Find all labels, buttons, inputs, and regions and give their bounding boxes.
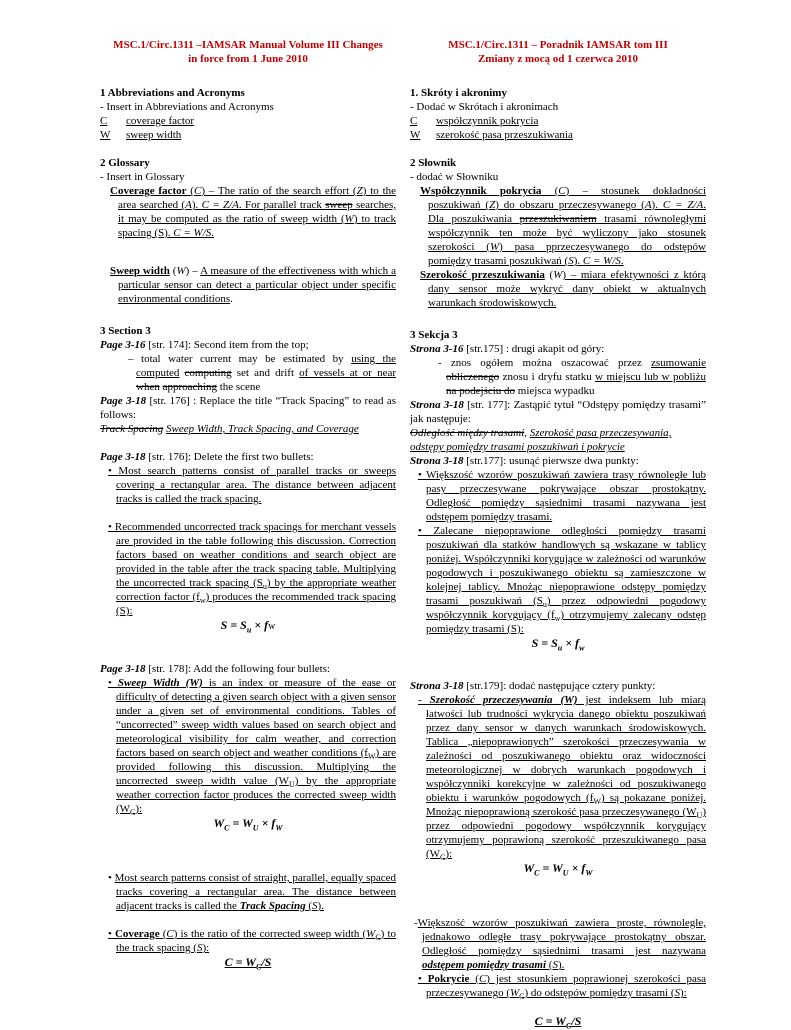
right-formula-sweep-width: $W_C = W_U \times f_W$ (523, 861, 593, 878)
left-bullet-sweep-width: • Sweep Width (W) is an index or measure of the ease or difficulty of detecting a given search object with a given sensor under a given set of environmental conditions. Tables of “uncorrected” sweep width values based on search object and meteorological visibility for calm weather, and correction factors based on search object and weather conditions $(f_W)$ are provided following this discussion. Multiplying the uncorrected sweep width value $(W_U)$ by the appropriate weather correction factor produces the corrected sweep width $(W_C)$: (108, 677, 397, 818)
right-page-3-18-title-note: Strona 3-18 [str. 177]: Zastąpić tytuł “Odstępy pomiędzy trasami” jak następuje: (410, 399, 706, 425)
left-deleted-bullet-1: • Most search patterns consist of parallel tracks or sweeps covering a rectangular area. The distance between adjacent tracks is called the track spacing. (108, 465, 396, 505)
right-page-3-18-add-note: Strona 3-18 [str.179]: dodać następujące cztery punkty: (410, 680, 656, 692)
right-section-3-heading: 3 Sekcja 3 (410, 329, 458, 341)
left-glossary-coverage-factor: Coverage factor (C) – The ratio of the search effort (Z) to the area searched (A). C = Z/A. For parallel track sweep searches, it may be computed as the ratio of sweep width (W) to track spacing (S). C = W/S. (110, 185, 397, 239)
left-page-3-18-new-title: Track Spacing Sweep Width, Track Spacing, and Coverage (100, 423, 359, 435)
left-bullet-coverage: • Coverage (C) is the ratio of the corrected sweep width $(W_C)$ to the track spacing (S): (108, 928, 396, 954)
right-glossary-sweep-width: Szerokość przeszukiwania (W) – miara efektywności z którą dany sensor może wykryć dany obiekt w aktualnych warunkach środowiskowych. (420, 269, 706, 309)
right-section-1-instruction: - Dodać w Skrótach i akronimach (410, 101, 559, 113)
right-abbr-row: W szerokość pasa przeszukiwania (410, 129, 573, 141)
right-bullet-coverage: • Pokrycie (C) jest stosunkiem poprawionej szerokości pasa przeczesywanego $(W_C)$ do odstępów pomiędzy trasami (S): (418, 973, 706, 1002)
right-deleted-bullet-1: • Większość wzorów poszukiwań zawiera trasy równoległe lub pasy przeczesywane pokrywające obszar prostokątny. Odległość pomiędzy sąsiednimi trasami nazywana jest odstępem pomiędzy trasami. (418, 469, 706, 523)
right-page-3-16-item: - znos ogółem można oszacować przez zsumowanie obliczenego znosu i dryfu statku w miejscu lub w pobliżu na podejściu do miejsca wypadku (438, 357, 706, 397)
left-formula-sweep-width: $W_C = W_U \times f_W$ (213, 816, 283, 833)
left-page-3-18-add-note: Page 3-18 [str. 178]: Add the following four bullets: (100, 663, 331, 675)
right-page-3-16-note: Strona 3-16 [str.175] : drugi akapit od góry: (410, 343, 605, 355)
left-deleted-bullet-2: • Recommended uncorrected track spacings for merchant vessels are provided in the table following this discussion. Correction factors based on weather conditions and search object are provided in the table after the track spacing table. Multiplying the uncorrected track spacing $(S_u)$ by the appropriate weather correction factor $(f_w)$ produces the recommended track spacing (S): (108, 521, 397, 617)
left-page-3-18-delete-note: Page 3-18 [str. 176]: Delete the first two bullets: (100, 451, 314, 463)
left-section-2-instruction: - Insert in Glossary (100, 171, 185, 183)
right-bullet-sweep-width: - Szerokość przeczesywania (W) jest indeksem lub miarą łatwości lub trudności wykrycia danego obiektu poszukiwań przez dany sensor w danych warunkach środowiskowych. Tablica „niepoprawionych” szerokości przeczesywania w zależności od poszukiwanego obiektu oraz widoczności meteorologicznej w dobrych warunkach pogodowych i współczynniki korekcyjne w zależności od poszukiwanego obiektu i warunków pogodowych $(f_W)$ są pokazane poniżej. Mnożąc niepoprawioną szerokość pasa przeczesywanego $(W_U)$ przez odpowiedni pogodowy współczynnik korygujący otrzymujemy poprawioną szerokość przeszukiwanego pasa $(W_C)$: (418, 694, 706, 863)
right-section-2-heading: 2 Słownik (410, 157, 457, 169)
right-abbr-row: C współczynnik pokrycia (410, 115, 539, 127)
left-formula-coverage: $C = W_C/S$ (224, 955, 272, 972)
right-formula-coverage: $C = W_C/S$ (534, 1014, 582, 1030)
left-section-1-instruction: - Insert in Abbreviations and Acronyms (100, 101, 274, 113)
left-section-2-heading: 2 Glossary (100, 157, 150, 169)
left-formula-track-spacing: $S = S_u$ × fw (220, 618, 276, 635)
left-abbr-row: W sweep width (100, 129, 182, 141)
left-bullet-track-spacing: • Most search patterns consist of straight, parallel, equally spaced tracks covering a rectangular area. The distance between adjacent tracks is called the Track Spacing (S). (108, 872, 397, 912)
left-abbr-row: C coverage factor (100, 115, 195, 127)
left-page-3-16-note: Page 3-16 [str. 174]: Second item from the top; (100, 339, 309, 351)
right-formula-track-spacing: $S = S_u \times f_w$ (531, 636, 585, 653)
right-deleted-bullet-2: • Zalecane niepoprawione odległości pomiędzy trasami poszukiwań dla statków handlowych są wskazane w tablicy poniżej. Współczynniki korygujące w zależności od warunków pogodowych i poszukiwanego obiektu są zamieszczone w kolejnej tablicy. Mnożąc niepoprawione odstępy pomiędzy trasami poszukiwań $(S_u)$ przez odpowiedni pogodowy współczynnik korygujący $(f_w)$ otrzymujemy zalecany odstęp pomiędzy trasami (S): (418, 525, 707, 635)
left-title: MSC.1/Circ.1311 –IAMSAR Manual Volume III Changes in force from 1 June 2010 (113, 39, 383, 65)
left-glossary-sweep-width: Sweep width (W) – A measure of the effectiveness with which a particular sensor can detect a particular object under specific environmental conditions. (110, 265, 397, 305)
english-column (100, 38, 396, 970)
right-section-1-heading: 1. Skróty i akronimy (410, 87, 507, 99)
left-section-1-heading: 1 Abbreviations and Acronyms (100, 87, 245, 99)
right-page-3-18-new-title: Odległość między trasami, Szerokość pasa przeczesywania, odstępy pomiędzy trasami poszukiwań i pokrycie (410, 427, 672, 453)
left-section-3-heading: 3 Section 3 (100, 325, 151, 337)
right-section-2-instruction: - dodać w Słowniku (410, 171, 499, 183)
left-page-3-18-title-note: Page 3-18 [str. 176] : Replace the title “Track Spacing” to read as follows: (100, 395, 396, 421)
right-bullet-track-spacing: -Większość wzorów poszukiwań zawiera proste, równoległe, jednakowo odległe trasy pokrywające prostokątny obszar. Odległość pomiędzy sąsiednimi trasami jest nazywana odstępem pomiędzy trasami (S). (414, 917, 706, 971)
right-title: MSC.1/Circ.1311 – Poradnik IAMSAR tom III Zmiany z mocą od 1 czerwca 2010 (448, 39, 668, 65)
polish-column (410, 38, 706, 1029)
left-page-3-16-item: – total water current may be estimated by using the computed computing set and drift of vessels at or near when approaching the scene (128, 353, 397, 393)
right-glossary-coverage-factor: Współczynnik pokrycia (C) – stosunek dokładności poszukiwań (Z) do obszaru przeczesywanego (A). C = Z/A. Dla poszukiwania przeszukiwaniem trasami równoległymi współczynnik ten może być wyliczony jako stosunek szerokości (W) pasa pprzeczesywanego do odstępów pomiędzy trasami poszukiwań (S). C = W/S. (420, 185, 706, 267)
right-page-3-18-delete-note: Strona 3-18 [str.177]: usunąć pierwsze dwa punkty: (410, 455, 639, 467)
